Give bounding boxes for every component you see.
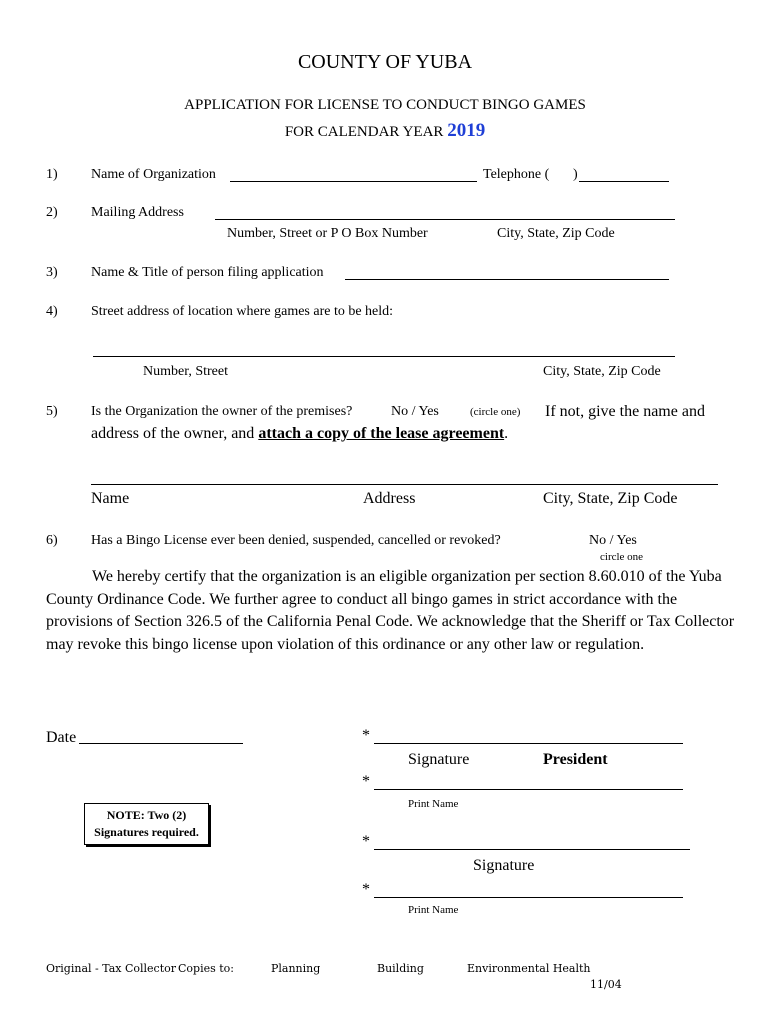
- owner-name-sublabel: Name: [91, 490, 130, 507]
- county-title: COUNTY OF YUBA: [297, 51, 473, 73]
- mailing-address-field[interactable]: [215, 205, 675, 220]
- footer-building: Building: [377, 962, 424, 975]
- game-location-label: Street address of location where games are to be held:: [91, 304, 394, 319]
- filer-name-title-field[interactable]: [345, 265, 669, 280]
- footer-original: Original - Tax Collector: [46, 962, 177, 975]
- signature-1-field[interactable]: [374, 729, 683, 744]
- owner-instructions: [91, 425, 508, 443]
- calendar-year-prefix: FOR CALENDAR YEAR: [284, 124, 444, 140]
- owner-city-sublabel: City, State, Zip Code: [543, 490, 678, 507]
- mailing-address-label: Mailing Address: [91, 205, 184, 220]
- calendar-year-line: [0, 120, 770, 142]
- print-name-1-label: Print Name: [408, 798, 459, 810]
- two-signatures-note: [84, 803, 209, 845]
- owner-name-address-field[interactable]: [91, 470, 718, 485]
- item-number-1: 1): [46, 167, 58, 182]
- license-no-yes-choice[interactable]: No / Yes: [589, 533, 637, 548]
- print-name-2-asterisk: *: [362, 881, 370, 898]
- item-number-5: 5): [46, 404, 58, 419]
- organization-name-label: Name of Organization: [91, 167, 216, 182]
- telephone-field[interactable]: [579, 167, 669, 182]
- owner-if-not-text: If not, give the name and: [545, 403, 705, 420]
- license-circle-one: circle one: [600, 551, 644, 563]
- owner-instructions-suffix: .: [504, 425, 509, 442]
- item-number-4: 4): [46, 304, 58, 319]
- footer-environmental-health: Environmental Health: [467, 962, 591, 975]
- signature-2-asterisk: *: [362, 833, 370, 850]
- owner-instructions-prefix: address of the owner, and: [91, 425, 259, 442]
- note-line-1: NOTE: Two (2): [106, 808, 187, 822]
- date-field[interactable]: [79, 729, 243, 744]
- signature-2-label: Signature: [473, 857, 535, 874]
- owner-address-sublabel: Address: [363, 490, 416, 507]
- form-revision-date: 11/04: [590, 978, 622, 991]
- license-history-question: Has a Bingo License ever been denied, suspended, cancelled or revoked?: [91, 533, 501, 548]
- mailing-city-sublabel: City, State, Zip Code: [497, 226, 615, 241]
- certification-text: We hereby certify that the organization is an eligible organization per section 8.60.010 of the Yuba County Ordinance Code. We further agree to conduct all bingo games in strict accordance with the provisions of Section 326.5 of the California Penal Code. We acknowledge that the Sheriff or Tax Collector may revoke this bingo license upon violation of this ordinance or any other law or regulation.: [46, 568, 735, 653]
- print-name-2-field[interactable]: [374, 883, 683, 898]
- mailing-street-sublabel: Number, Street or P O Box Number: [227, 226, 428, 241]
- signature-2-field[interactable]: [374, 835, 690, 850]
- location-street-sublabel: Number, Street: [143, 364, 228, 379]
- telephone-paren-close: ): [573, 167, 578, 182]
- signature-1-asterisk: *: [362, 727, 370, 744]
- filer-name-title-label: Name & Title of person filing application: [91, 265, 324, 280]
- calendar-year: 2019: [447, 120, 486, 141]
- form-title: APPLICATION FOR LICENSE TO CONDUCT BINGO GAMES: [184, 97, 586, 113]
- print-name-1-asterisk: *: [362, 773, 370, 790]
- game-location-field[interactable]: [93, 342, 675, 357]
- footer-planning: Planning: [271, 962, 321, 975]
- organization-name-field[interactable]: [230, 167, 477, 182]
- president-label: President: [543, 751, 608, 768]
- note-line-2: Signatures required.: [94, 825, 199, 839]
- signature-1-label: Signature: [408, 751, 470, 768]
- telephone-label: Telephone (: [483, 167, 550, 182]
- owner-circle-one: (circle one): [470, 406, 521, 418]
- print-name-1-field[interactable]: [374, 775, 683, 790]
- date-label: Date: [46, 729, 77, 746]
- attach-lease-instruction: attach a copy of the lease agreement: [258, 425, 505, 442]
- item-number-3: 3): [46, 265, 58, 280]
- item-number-2: 2): [46, 205, 58, 220]
- owner-no-yes-choice[interactable]: No / Yes: [391, 404, 439, 419]
- owner-question: Is the Organization the owner of the premises?: [91, 404, 353, 419]
- item-number-6: 6): [46, 533, 58, 548]
- footer-copies-to: Copies to:: [178, 962, 234, 975]
- print-name-2-label: Print Name: [408, 904, 459, 916]
- location-city-sublabel: City, State, Zip Code: [543, 364, 661, 379]
- certification-paragraph: [46, 566, 736, 656]
